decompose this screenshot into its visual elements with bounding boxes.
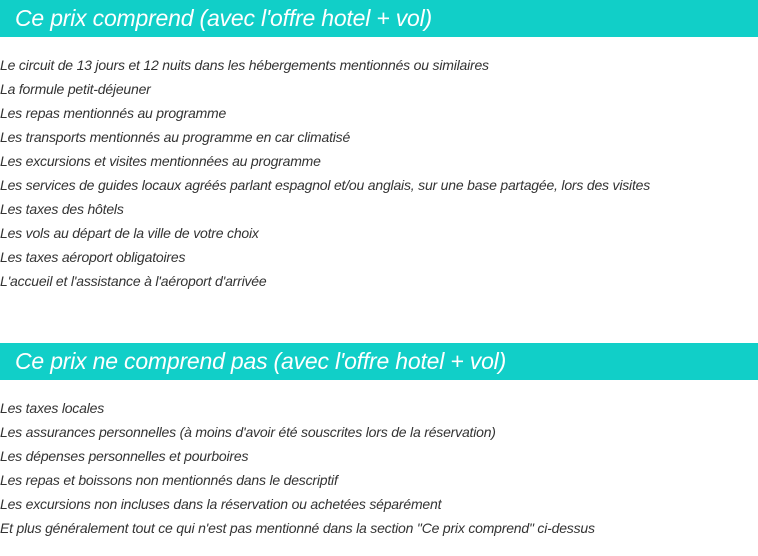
included-item: Les taxes des hôtels <box>0 201 124 217</box>
included-item: Les repas mentionnés au programme <box>0 105 227 121</box>
included-section-title: Ce prix comprend (avec l'offre hotel + vol) <box>0 0 758 37</box>
excluded-item: Et plus généralement tout ce qui n'est pas mentionné dans la section "Ce prix comprend" ci-dessus <box>0 520 595 536</box>
excluded-list <box>0 396 595 540</box>
excluded-item: Les repas et boissons non mentionnés dans le descriptif <box>0 472 338 488</box>
included-item: La formule petit-déjeuner <box>0 81 151 97</box>
included-item: Le circuit de 13 jours et 12 nuits dans les hébergements mentionnés ou similaires <box>0 57 489 73</box>
included-item: Les excursions et visites mentionnées au programme <box>0 153 321 169</box>
excluded-item: Les dépenses personnelles et pourboires <box>0 448 249 464</box>
excluded-item: Les taxes locales <box>0 400 104 416</box>
included-item: L'accueil et l'assistance à l'aéroport d'arrivée <box>0 273 267 289</box>
excluded-item: Les excursions non incluses dans la réservation ou achetées séparément <box>0 496 442 512</box>
included-item: Les vols au départ de la ville de votre choix <box>0 225 259 241</box>
included-list <box>0 53 650 293</box>
included-item: Les transports mentionnés au programme en car climatisé <box>0 129 351 145</box>
excluded-item: Les assurances personnelles (à moins d'avoir été souscrites lors de la réservation) <box>0 424 496 440</box>
included-item: Les services de guides locaux agréés parlant espagnol et/ou anglais, sur une base partagée, lors des visites <box>0 177 651 193</box>
included-item: Les taxes aéroport obligatoires <box>0 249 186 265</box>
excluded-section-title: Ce prix ne comprend pas (avec l'offre hotel + vol) <box>0 343 758 380</box>
